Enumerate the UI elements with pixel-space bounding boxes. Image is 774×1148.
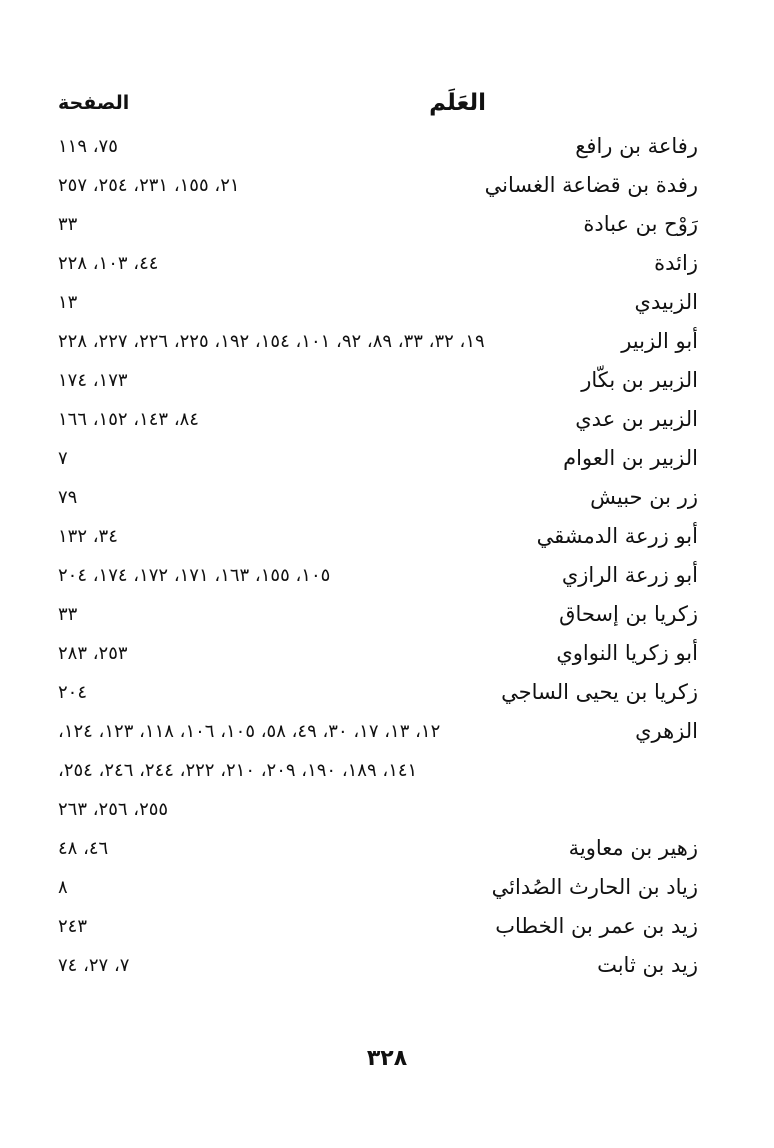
index-entry bbox=[58, 910, 698, 949]
entry-pages: ٨٤، ١٤٣، ١٥٢، ١٦٦ bbox=[58, 409, 199, 430]
index-entry bbox=[58, 325, 698, 364]
index-entry-continuation bbox=[58, 793, 698, 832]
entry-name: زهير بن معاوية bbox=[568, 836, 698, 860]
entry-pages: ٧ bbox=[58, 448, 68, 469]
entry-pages: ٨ bbox=[58, 877, 68, 898]
entry-pages: ١٣ bbox=[58, 292, 78, 313]
entry-name: الزبيدي bbox=[634, 290, 698, 314]
index-entry bbox=[58, 403, 698, 442]
index-entry bbox=[58, 520, 698, 559]
header-page-column: الصفحة bbox=[58, 92, 130, 114]
entry-pages: ٢٤٣ bbox=[58, 916, 88, 937]
index-entry bbox=[58, 832, 698, 871]
index-entry bbox=[58, 286, 698, 325]
entry-name: زائدة bbox=[654, 251, 698, 275]
entry-pages: ٣٣ bbox=[58, 214, 78, 235]
entry-name: زياد بن الحارث الصُدائي bbox=[491, 875, 698, 899]
index-entries bbox=[58, 130, 698, 988]
entry-name: رَوْح بن عبادة bbox=[583, 212, 698, 236]
entry-name: أبو زرعة الرازي bbox=[561, 563, 698, 587]
page-number: ٣٢٨ bbox=[366, 1046, 408, 1071]
index-entry bbox=[58, 208, 698, 247]
index-entry bbox=[58, 481, 698, 520]
entry-pages: ١٧٣، ١٧٤ bbox=[58, 370, 128, 391]
entry-name: زيد بن عمر بن الخطاب bbox=[495, 914, 698, 938]
entry-name: الزبير بن العوام bbox=[563, 446, 698, 470]
entry-name: زر بن حبيش bbox=[590, 485, 698, 509]
entry-name: زيد بن ثابت bbox=[597, 953, 698, 977]
entry-pages: ٢١، ١٥٥، ٢٣١، ٢٥٤، ٢٥٧ bbox=[58, 175, 240, 196]
entry-name: الزبير بن عدي bbox=[575, 407, 698, 431]
entry-pages: ٢٥٣، ٢٨٣ bbox=[58, 643, 128, 664]
entry-pages: ٤٦، ٤٨ bbox=[58, 838, 109, 859]
entry-pages: ٧٩ bbox=[58, 487, 78, 508]
index-entry bbox=[58, 130, 698, 169]
index-entry bbox=[58, 676, 698, 715]
entry-name: الزبير بن بكّار bbox=[581, 368, 698, 392]
entry-name: رفدة بن قضاعة الغساني bbox=[484, 173, 698, 197]
entry-name: زكريا بن إسحاق bbox=[559, 602, 698, 626]
entry-name: أبو زكريا النواوي bbox=[556, 641, 698, 665]
index-entry-continuation bbox=[58, 754, 698, 793]
entry-name: أبو زرعة الدمشقي bbox=[536, 524, 698, 548]
entry-name: زكريا بن يحيى الساجي bbox=[501, 680, 698, 704]
index-entry bbox=[58, 949, 698, 988]
index-entry bbox=[58, 637, 698, 676]
index-header bbox=[58, 90, 698, 124]
entry-pages: ٧٥، ١١٩ bbox=[58, 136, 118, 157]
entry-pages: ١٠٥، ١٥٥، ١٦٣، ١٧١، ١٧٢، ١٧٤، ٢٠٤ bbox=[58, 565, 331, 586]
header-name-column: العَلَم bbox=[429, 90, 486, 116]
entry-pages-continuation: ٢٥٥، ٢٥٦، ٢٦٣ bbox=[58, 799, 169, 820]
entry-pages: ٤٤، ١٠٣، ٢٢٨ bbox=[58, 253, 159, 274]
index-entry bbox=[58, 169, 698, 208]
entry-pages-continuation: ١٤١، ١٨٩، ١٩٠، ٢٠٩، ٢١٠، ٢٢٢، ٢٤٤، ٢٤٦، ٢٥٤، bbox=[58, 760, 418, 781]
index-entry bbox=[58, 715, 698, 754]
entry-pages: ١٢، ١٣، ١٧، ٣٠، ٤٩، ٥٨، ١٠٥، ١٠٦، ١١٨، ١٢٣، ١٢٤، bbox=[58, 721, 441, 742]
index-entry bbox=[58, 559, 698, 598]
index-entry bbox=[58, 871, 698, 910]
entry-pages: ٣٣ bbox=[58, 604, 78, 625]
entry-name: الزهري bbox=[635, 719, 698, 743]
index-entry bbox=[58, 247, 698, 286]
index-entry bbox=[58, 598, 698, 637]
entry-name: رفاعة بن رافع bbox=[575, 134, 698, 158]
entry-pages: ١٩، ٣٢، ٣٣، ٨٩، ٩٢، ١٠١، ١٥٤، ١٩٢، ٢٢٥، ٢٢٦، ٢٢٧، ٢٢٨ bbox=[58, 331, 485, 352]
entry-pages: ٧، ٢٧، ٧٤ bbox=[58, 955, 130, 976]
entry-pages: ٢٠٤ bbox=[58, 682, 88, 703]
index-entry bbox=[58, 364, 698, 403]
entry-name: أبو الزبير bbox=[621, 329, 698, 353]
index-entry bbox=[58, 442, 698, 481]
entry-pages: ٣٤، ١٣٢ bbox=[58, 526, 118, 547]
